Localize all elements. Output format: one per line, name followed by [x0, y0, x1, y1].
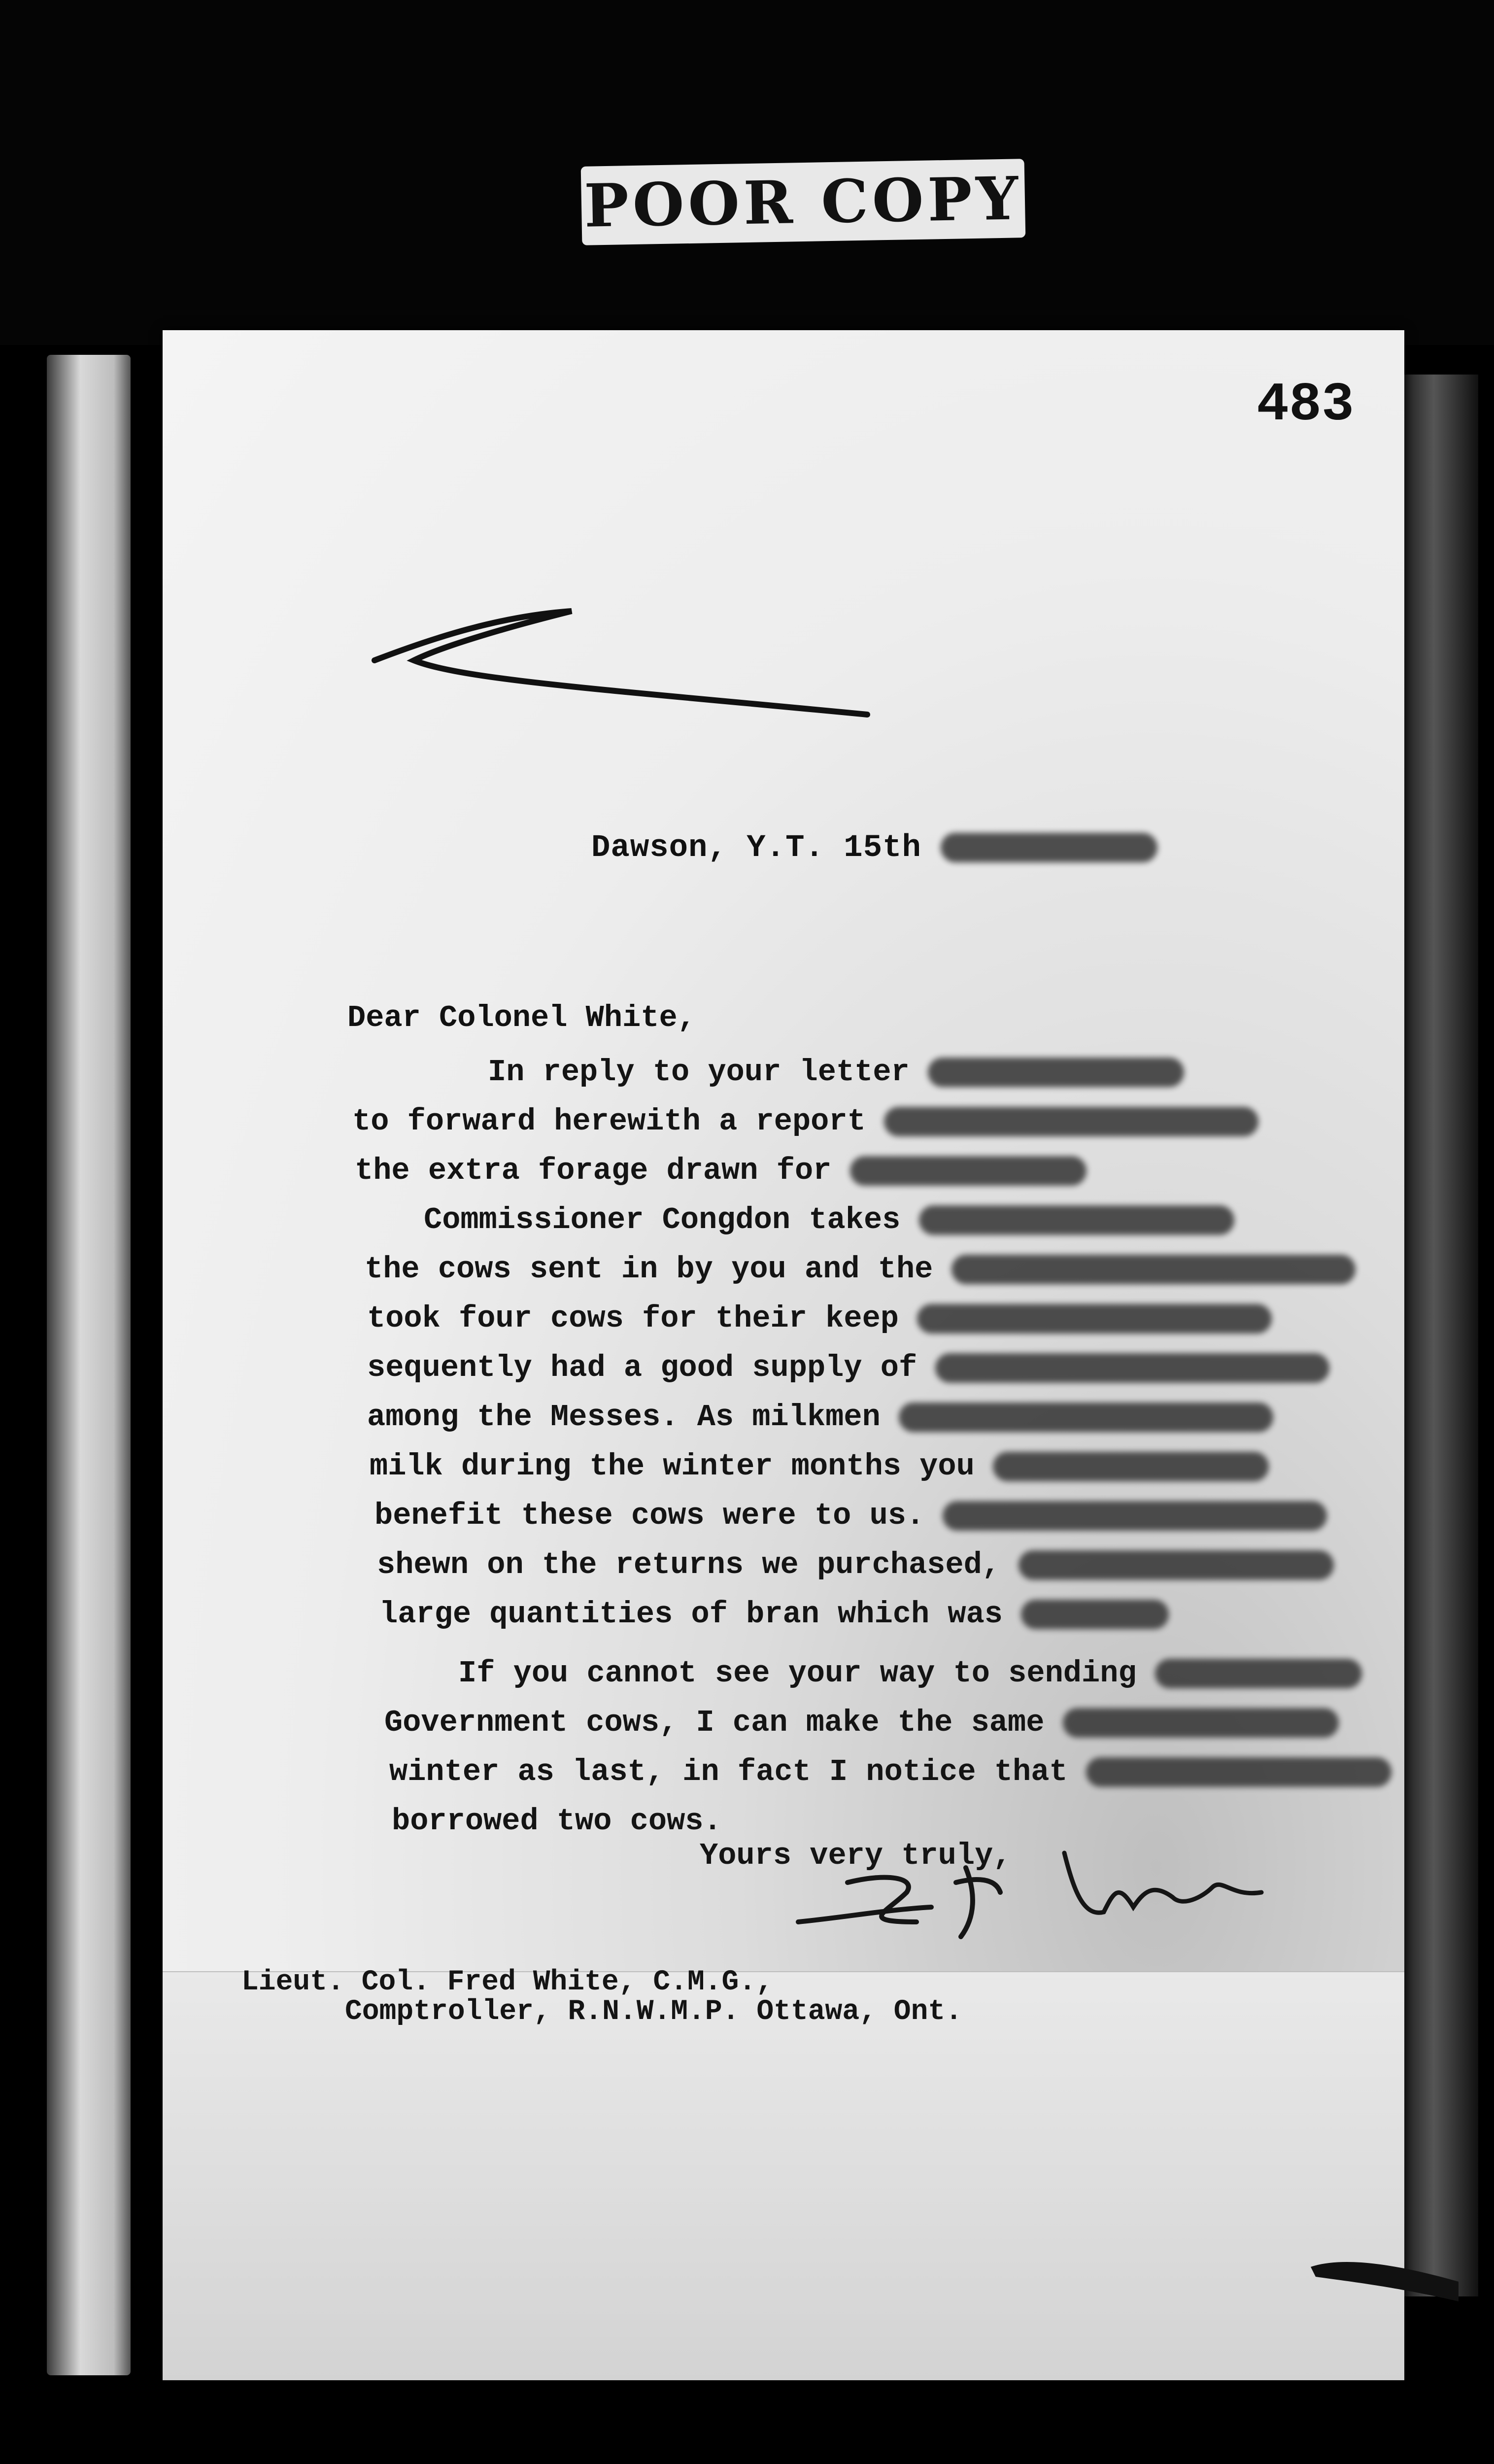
addressee-line-1: Lieut. Col. Fred White, C.M.G., — [241, 1966, 773, 1998]
salutation: Dear Colonel White, — [347, 1000, 696, 1035]
body-line: large quantities of bran which was — [379, 1597, 1169, 1632]
smudge-mark — [941, 833, 1157, 862]
body-line: the cows sent in by you and the — [365, 1252, 1356, 1287]
body-line: Commissioner Congdon takes — [424, 1202, 1234, 1237]
poor-copy-stamp: POOR COPY — [581, 159, 1026, 245]
dateline — [591, 830, 1157, 866]
body-line: took four cows for their keep — [367, 1301, 1272, 1336]
body-line: benefit these cows were to us. — [374, 1498, 1327, 1533]
body-line: Government cows, I can make the same — [384, 1705, 1339, 1740]
letter-page-lower — [163, 1971, 1404, 2381]
body-line: among the Messes. As milkmen — [367, 1400, 1273, 1435]
body-line: milk during the winter months you — [370, 1449, 1269, 1484]
dateline-text: Dawson, Y.T. 15th — [591, 830, 921, 866]
pen-tip-shadow — [1311, 2247, 1459, 2306]
body-line: sequently had a good supply of — [367, 1350, 1329, 1385]
body-line: borrowed two cows. — [392, 1804, 722, 1839]
left-page-strip — [47, 355, 131, 2375]
body-line: If you cannot see your way to sending — [458, 1656, 1362, 1691]
body-line: shewn on the returns we purchased, — [377, 1547, 1334, 1582]
right-binding-edge — [1404, 375, 1478, 2296]
page-number: 483 — [1256, 375, 1355, 436]
handwritten-signature — [788, 1823, 1281, 1951]
closing-line: Yours very truly, — [700, 1838, 1012, 1873]
bottom-border — [0, 2380, 1494, 2464]
body-line: to forward herewith a report — [352, 1104, 1258, 1139]
pen-flourish-mark — [365, 596, 887, 724]
body-line: In reply to your letter — [488, 1055, 1184, 1090]
addressee-line-2: Comptroller, R.N.W.M.P. Ottawa, Ont. — [345, 1996, 963, 2028]
body-line: winter as last, in fact I notice that — [389, 1754, 1392, 1789]
body-line: the extra forage drawn for — [355, 1153, 1087, 1188]
